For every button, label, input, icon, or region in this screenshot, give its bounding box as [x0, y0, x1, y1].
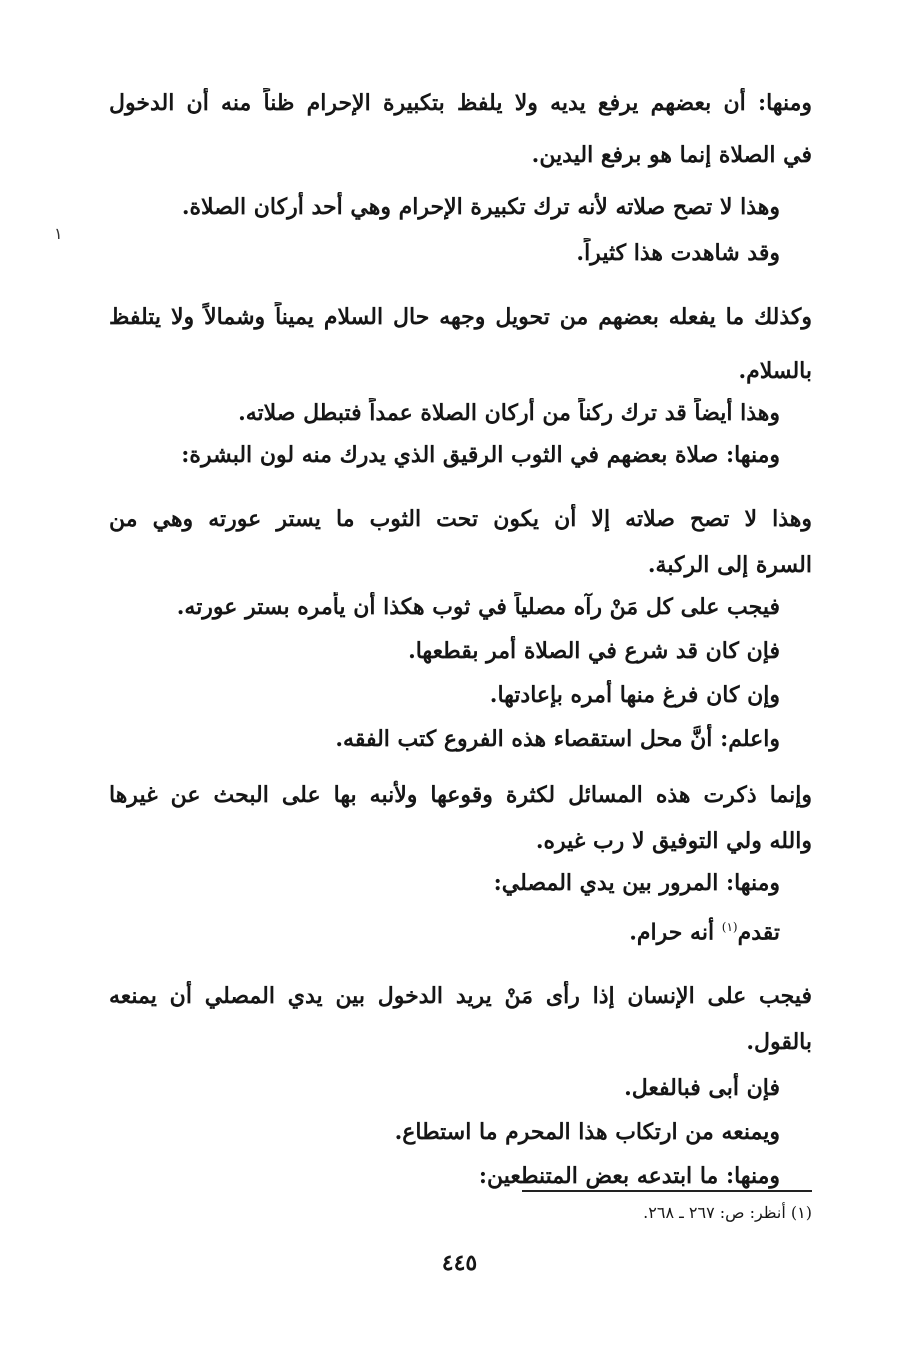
- text-line: فإن كان قد شرع في الصلاة أمر بقطعها.: [408, 638, 780, 664]
- text-line: وكذلك ما يفعله بعضهم من تحويل وجهه حال السلام يميناً وشمالاً ولا يتلفظ: [109, 304, 812, 330]
- text-line: وقد شاهدت هذا كثيراً.: [576, 240, 780, 266]
- text-line: وهذا لا تصح صلاته لأنه ترك تكبيرة الإحرام وهي أحد أركان الصلاة.: [181, 194, 780, 220]
- paragraph: [109, 592, 812, 622]
- text-line: السرة إلى الركبة.: [647, 552, 812, 578]
- page-body: [109, 88, 812, 1191]
- text-line: فيجب على الإنسان إذا رأى مَنْ يريد الدخول بين يدي المصلي أن يمنعه: [109, 983, 812, 1010]
- paragraph: [109, 636, 812, 666]
- footnote: (١) أنظر: ص: ٢٦٧ ـ ٢٦٨.: [643, 1203, 812, 1222]
- footnote-reference[interactable]: (١): [721, 920, 738, 934]
- paragraph: [109, 238, 812, 268]
- text-line: وإن كان فرغ منها أمره بإعادتها.: [489, 682, 780, 708]
- text-fragment: تقدم: [737, 919, 780, 946]
- paragraph: [109, 1161, 812, 1191]
- paragraph: [109, 504, 812, 580]
- paragraph: [109, 302, 812, 386]
- text-line: ويمنعه من ارتكاب هذا المحرم ما استطاع.: [394, 1119, 780, 1146]
- text-line: [109, 912, 780, 947]
- paragraph: [109, 912, 812, 947]
- text-line: فإن أبى فبالفعل.: [624, 1075, 780, 1102]
- text-line: بالقول.: [746, 1029, 812, 1056]
- paragraph: [109, 680, 812, 710]
- text-line: والله ولي التوفيق لا رب غيره.: [535, 828, 812, 854]
- text-line: بالسلام.: [738, 358, 812, 384]
- margin-mark: ١: [54, 224, 63, 243]
- text-line: ومنها: أن بعضهم يرفع يديه ولا يلفظ بتكبيرة الإحرام ظناً منه أن الدخول: [109, 90, 812, 116]
- text-line: وهذا أيضاً قد ترك ركناً من أركان الصلاة عمداً فتبطل صلاته.: [238, 400, 780, 426]
- paragraph: [109, 981, 812, 1057]
- page-number: ٤٤٥: [441, 1250, 478, 1276]
- paragraph: [109, 88, 812, 170]
- paragraph: [109, 1117, 812, 1147]
- paragraph: [109, 724, 812, 754]
- footnote-divider: [522, 1190, 812, 1192]
- text-line: ومنها: المرور بين يدي المصلي:: [493, 870, 780, 896]
- paragraph: [109, 868, 812, 898]
- text-line: وهذا لا تصح صلاته إلا أن يكون تحت الثوب ما يستر عورته وهي من: [109, 506, 812, 532]
- paragraph: [109, 1073, 812, 1103]
- text-line: وإنما ذكرت هذه المسائل لكثرة وقوعها ولأنبه بها على البحث عن غيرها: [109, 782, 812, 808]
- paragraph: [109, 780, 812, 856]
- paragraph: [109, 398, 812, 428]
- text-line: ومنها: ما ابتدعه بعض المتنطعين:: [478, 1163, 780, 1190]
- text-line: واعلم: أنَّ محل استقصاء هذه الفروع كتب الفقه.: [335, 726, 780, 752]
- paragraph: [109, 192, 812, 222]
- text-fragment: أنه حرام.: [629, 919, 722, 946]
- paragraph: [109, 440, 812, 470]
- text-line: فيجب على كل مَنْ رآه مصلياً في ثوب هكذا أن يأمره بستر عورته.: [176, 594, 780, 620]
- text-line: ومنها: صلاة بعضهم في الثوب الرقيق الذي يدرك منه لون البشرة:: [181, 442, 780, 468]
- text-line: في الصلاة إنما هو برفع اليدين.: [531, 142, 812, 168]
